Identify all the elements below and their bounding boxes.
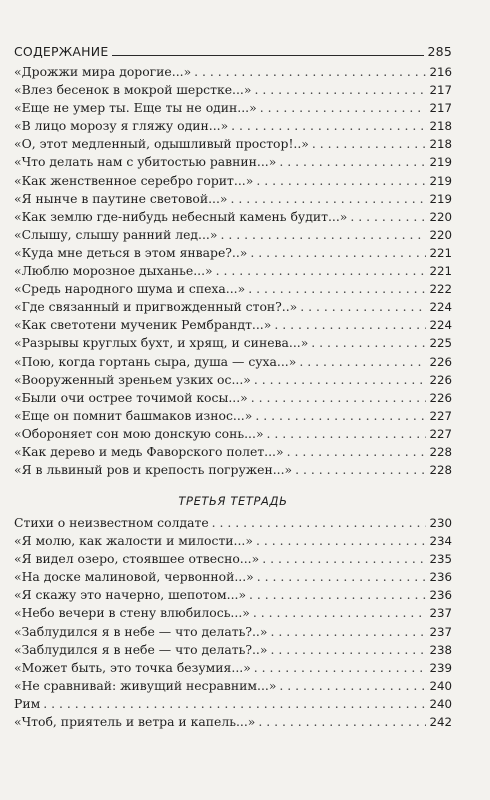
dot-leader [300,299,426,314]
dot-leader [231,118,426,133]
dot-leader [279,154,426,169]
toc-entry-page: 228 [429,463,452,478]
toc-entry-page: 235 [429,552,452,567]
toc-entry [14,245,452,263]
dot-leader [249,587,426,602]
toc-entry-title: «Я молю, как жалости и милости...» [14,533,253,549]
toc-entry-title: «В лицо морозу я гляжу один...» [14,118,229,134]
toc-entry-page: 221 [429,245,452,260]
toc-entry [14,587,452,605]
toc-entry-title: «Пою, когда гортань сыра, душа — суха...» [14,353,297,369]
toc-entry-page: 236 [429,570,452,585]
toc-entry-title: «Разрывы круглых бухт, и хрящ, и синева...» [14,335,309,351]
dot-leader [212,515,427,530]
dot-leader [274,317,426,332]
toc-entry-page: 230 [429,516,452,530]
toc-entry-title: «Может быть, это точка безумия...» [14,659,251,675]
running-title: СОДЕРЖАНИЕ [14,44,109,59]
dot-leader [255,408,426,423]
toc-entry-title: «Вооруженный зреньем узких ос...» [14,371,251,387]
toc-entry-page: 237 [429,606,452,621]
toc-entry-title: «Еще не умер ты. Еще ты не один...» [14,100,257,116]
toc-entry [14,173,452,191]
toc-entry [14,281,452,299]
toc-entry [14,642,452,660]
toc-entry-title: Стихи о неизвестном солдате [14,515,209,530]
toc-entry-page: 234 [429,534,452,549]
toc-entry [14,605,452,623]
dot-leader [287,444,427,459]
dot-leader [270,642,426,657]
toc-entry-title: «Заблудился я в небе — что делать?..» [14,623,268,639]
dot-leader [262,551,426,566]
toc-entry-page: 226 [429,354,452,369]
toc-entry-page: 218 [429,119,452,134]
toc-entry-page: 221 [429,264,452,279]
toc-entry-title: «Еще он помнит башмаков износ...» [14,407,253,423]
toc-entry-title: «На доске малиновой, червонной...» [14,569,254,585]
toc-entry-page: 219 [429,155,452,170]
toc-entry-title: «Люблю морозное дыханье...» [14,263,213,279]
dot-leader [350,209,426,224]
dot-leader [295,462,426,477]
toc-entry [14,533,452,551]
toc-entry-page: 219 [429,191,452,206]
toc-entry-title: «Я видел озеро, стоявшее отвесно...» [14,551,260,567]
page-header [14,41,452,59]
toc-entry-page: 228 [429,444,452,459]
toc-entry [14,624,452,642]
toc-entry-title: «Что делать нам с убитостью равнин...» [14,154,277,170]
toc-entry-page: 239 [429,660,452,675]
toc-entry [14,64,452,82]
toc-entry-title: «Влез бесенок в мокрой шерстке...» [14,82,252,98]
dot-leader [258,714,426,729]
toc-entry [14,462,452,480]
toc-entry-title: «Как землю где-нибудь небесный камень будит...» [14,208,348,224]
toc-entry [14,372,452,390]
toc-entry-page: 224 [429,318,452,333]
toc-entry-page: 222 [429,282,452,297]
toc-entry-page: 236 [429,588,452,603]
toc-entry [14,118,452,136]
toc-entry [14,660,452,678]
toc-entry [14,209,452,227]
dot-leader [260,100,427,115]
toc-entry-title: «Где связанный и пригвожденный стон?..» [14,299,298,315]
toc-entry [14,678,452,696]
toc-entry-page: 227 [429,408,452,423]
dot-leader [312,136,427,151]
dot-leader [254,82,426,97]
toc-entry [14,408,452,426]
toc-entry-title: «Заблудился я в небе — что делать?..» [14,641,268,657]
toc-entry-title: «Были очи острее точимой косы...» [14,389,248,405]
toc-entry-page: 237 [429,624,452,639]
toc-entry-page: 224 [429,300,452,315]
toc-entry-title: «Обороняет сон мою донскую сонь...» [14,425,264,441]
toc-entry-page: 226 [429,372,452,387]
dot-leader [257,569,427,584]
toc-entry [14,390,452,408]
toc-entry [14,335,452,353]
toc-entry-page: 225 [429,336,452,351]
dot-leader [231,191,427,206]
dot-leader [253,605,427,620]
dot-leader [194,64,426,79]
toc-entry-page: 242 [429,715,452,730]
toc-entry-page: 238 [429,642,452,657]
toc-entry-title: «Средь народного шума и спеха...» [14,281,246,297]
toc-entry-page: 240 [429,678,452,693]
dot-leader [254,660,427,675]
dot-leader [311,335,426,350]
toc-entry [14,100,452,118]
toc-entry-title: «Дрожжи мира дорогие...» [14,64,192,79]
toc-entry [14,426,452,444]
toc-entry-page: 218 [429,137,452,152]
toc-entry-title: Рим [14,695,41,711]
dot-leader [267,426,427,441]
dot-leader [220,227,426,242]
toc-entry [14,551,452,569]
toc-entry [14,136,452,154]
toc-entry-page: 219 [429,173,452,188]
toc-entry [14,696,452,714]
toc-entry-title: «Как дерево и медь Фаворского полет...» [14,443,284,459]
toc-entry-title: «Я скажу это начерно, шепотом...» [14,587,247,603]
toc-entry-title: «Я нынче в паутине световой...» [14,190,228,206]
dot-leader [256,173,426,188]
toc-entry-title: «Как светотени мученик Рембрандт...» [14,317,272,333]
toc-entry-page: 216 [429,65,452,79]
dot-leader [216,263,427,278]
toc-entry [14,444,452,462]
toc-entry [14,354,452,372]
toc-entry-title: «Не сравнивай: живущий несравним...» [14,677,277,693]
header-rule [112,55,423,56]
toc-entry [14,714,452,732]
dot-leader [250,245,426,260]
dot-leader [251,390,427,405]
dot-leader [43,696,426,711]
toc-list [14,64,452,480]
toc-entry-title: «Слышу, слышу ранний лед...» [14,226,218,242]
toc-list [14,515,452,732]
toc-entry [14,317,452,335]
dot-leader [248,281,426,296]
toc-entry-title: «Как женственное серебро горит...» [14,172,254,188]
toc-entry [14,299,452,317]
toc-entry-title: «Я в львиный ров и крепость погружен...» [14,462,293,478]
toc-entry [14,191,452,209]
dot-leader [279,678,426,693]
toc-entry-page: 217 [429,101,452,116]
section-heading: ТРЕТЬЯ ТЕТРАДЬ [178,494,288,508]
toc-entry-title: «Куда мне деться в этом январе?..» [14,244,248,260]
toc-entry-page: 240 [429,696,452,711]
toc-entry-title: «Чтоб, приятель и ветра и капель...» [14,714,256,730]
dot-leader [254,372,427,387]
toc-entry [14,263,452,281]
toc-entry [14,154,452,172]
toc-entry-page: 220 [429,227,452,242]
toc-entry [14,227,452,245]
page-number: 285 [427,44,452,59]
toc-entry-title: «Небо вечери в стену влюбилось...» [14,605,250,621]
dot-leader [256,533,427,548]
toc-entry-page: 227 [429,426,452,441]
toc-entry-page: 217 [429,83,452,98]
toc-entry [14,82,452,100]
toc-entry [14,515,452,533]
toc-entry-title: «О, этот медленный, одышливый простор!..» [14,136,309,152]
dot-leader [270,624,426,639]
toc-entry-page: 220 [429,209,452,224]
dot-leader [299,354,426,369]
toc-entry-page: 226 [429,390,452,405]
toc-entry [14,569,452,587]
